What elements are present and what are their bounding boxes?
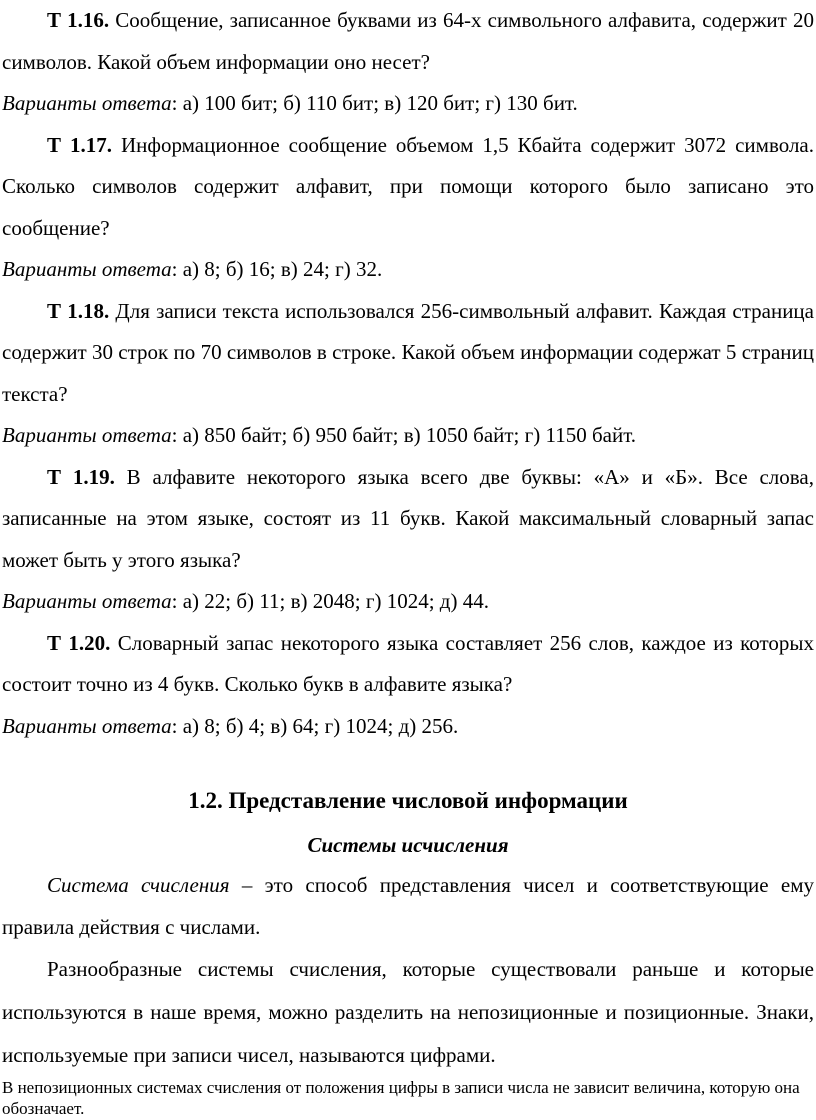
task-text: Словарный запас некоторого языка составляет 256 слов, каждое из которых состоит точно из 4 букв. Сколько букв в алфавите языка? (2, 630, 814, 696)
answers-text: : а) 100 бит; б) 110 бит; в) 120 бит; г) 130 бит. (171, 91, 578, 115)
task-label: Т 1.20. (47, 630, 111, 655)
section-title: 1.2. Представление числовой информации (188, 788, 628, 813)
answers-label: Варианты ответа (2, 91, 172, 115)
definition-paragraph (2, 865, 814, 948)
task-1-16 (2, 0, 814, 83)
task-1-17 (2, 125, 814, 250)
answers-text: : а) 8; б) 16; в) 24; г) 32. (171, 257, 383, 281)
body-paragraph: Разнообразные системы счисления, которые существовали раньше и которые используются в наше время, можно разделить на непозиционные и позиционные. Знаки, используемые при записи чисел, называются цифрами. (2, 957, 814, 1067)
answers-1-19 (2, 581, 814, 623)
answers-label: Варианты ответа (2, 589, 172, 613)
answers-text: : а) 850 байт; б) 950 байт; в) 1050 байт; г) 1150 байт. (171, 423, 637, 447)
note-paragraph: В непозиционных системах счисления от положения цифры в записи числа не зависит величина, которую она обозначает. (2, 1078, 800, 1118)
answers-text: : а) 22; б) 11; в) 2048; г) 1024; д) 44. (171, 589, 489, 613)
answers-label: Варианты ответа (2, 423, 172, 447)
answers-1-16 (2, 83, 814, 125)
task-text: Информационное сообщение объемом 1,5 Кбайта содержит 3072 символа. Сколько символов содержит алфавит, при помощи которого было записано это сообщение? (2, 132, 814, 240)
task-label: Т 1.17. (47, 132, 112, 157)
definition-term: Система счисления (47, 873, 230, 897)
task-label: Т 1.18. (47, 298, 110, 323)
task-text: Сообщение, записанное буквами из 64-х символьного алфавита, содержит 20 символов. Какой объем информации оно несет? (2, 8, 814, 74)
task-1-20 (2, 623, 814, 706)
task-text: Для записи текста использовался 256-символьный алфавит. Каждая страница содержит 30 строк по 70 символов в строке. Какой объем информации содержат 5 страниц текста? (2, 298, 814, 406)
task-text: В алфавите некоторого языка всего две буквы: «А» и «Б». Все слова, записанные на этом языке, состоят из 11 букв. Какой максимальный словарный запас может быть у этого языка? (2, 464, 814, 572)
task-1-18 (2, 291, 814, 416)
definition-text: – это способ представления чисел и соответствующие ему правила действия с числами. (2, 873, 814, 939)
task-1-19 (2, 457, 814, 582)
section-subtitle: Системы исчисления (307, 833, 509, 857)
answers-label: Варианты ответа (2, 713, 172, 738)
answers-text: : а) 8; б) 4; в) 64; г) 1024; д) 256. (171, 713, 459, 738)
answers-1-20 (2, 706, 814, 748)
task-label: Т 1.16. (47, 8, 110, 32)
task-label: Т 1.19. (47, 464, 115, 489)
answers-1-17 (2, 249, 814, 291)
answers-1-18 (2, 415, 814, 457)
answers-label: Варианты ответа (2, 257, 172, 281)
